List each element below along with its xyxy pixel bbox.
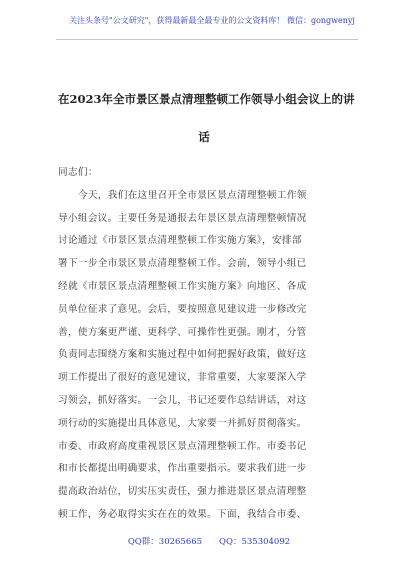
- body-line: 和市长都提出明确要求，作出重要指示。要求我们进一步: [58, 463, 307, 475]
- body-line: 今天，我们在这里召开全市景区景点清理整顿工作领: [78, 189, 307, 201]
- header-divider: [56, 39, 358, 40]
- body-line: 项工作提出了很好的意见建议，非常重要，大家要深入学: [58, 372, 307, 384]
- body-line: 顿工作，务必取得实实在在的效果。下面，我结合市委、: [58, 508, 307, 520]
- body-line: 习领会，抓好落实。一会儿，书记还要作总结讲话，对这: [58, 394, 307, 406]
- body-line: 员单位征求了意见。会后，要按照意见建议进一步修改完: [58, 303, 307, 315]
- body-line: 提高政治站位，切实压实责任，强力推进景区景点清理整: [58, 486, 307, 498]
- header-banner: 关注头条号"公文研究"，获得最新最全最专业的公文资料库！ 微信：gongwenyj: [69, 16, 355, 25]
- body-line: 项行动的实施提出具体意见，大家要一并抓好贯彻落实。: [58, 417, 307, 429]
- document-title-continuation: 话: [198, 130, 210, 144]
- body-line: 经就《市景区景点清理整顿工作实施方案》向地区、各成: [58, 280, 307, 292]
- body-line: 负责同志围绕方案和实施过程中如何把握好政策，做好这: [58, 349, 307, 361]
- salutation: 同志们：: [58, 167, 98, 178]
- body-line: 导小组会议。主要任务是通报去年景区景点清理整顿情况: [58, 212, 307, 224]
- document-body: [58, 162, 350, 527]
- body-line: 善，使方案更严谨、更科学、可操作性更强。刚才，分管: [58, 326, 307, 338]
- footer-contact: QQ群：30265665 QQ：535304092: [127, 537, 291, 547]
- body-line: 署下一步全市景区景点清理整顿工作。会前，领导小组已: [58, 258, 307, 270]
- document-title: 在2023年全市景区景点清理整顿工作领导小组会议上的讲: [58, 92, 355, 106]
- body-line: 讨论通过《市景区景点清理整顿工作实施方案》，安排部: [58, 235, 302, 247]
- body-line: 市委、市政府高度重视景区景点清理整顿工作。市委书记: [58, 440, 307, 452]
